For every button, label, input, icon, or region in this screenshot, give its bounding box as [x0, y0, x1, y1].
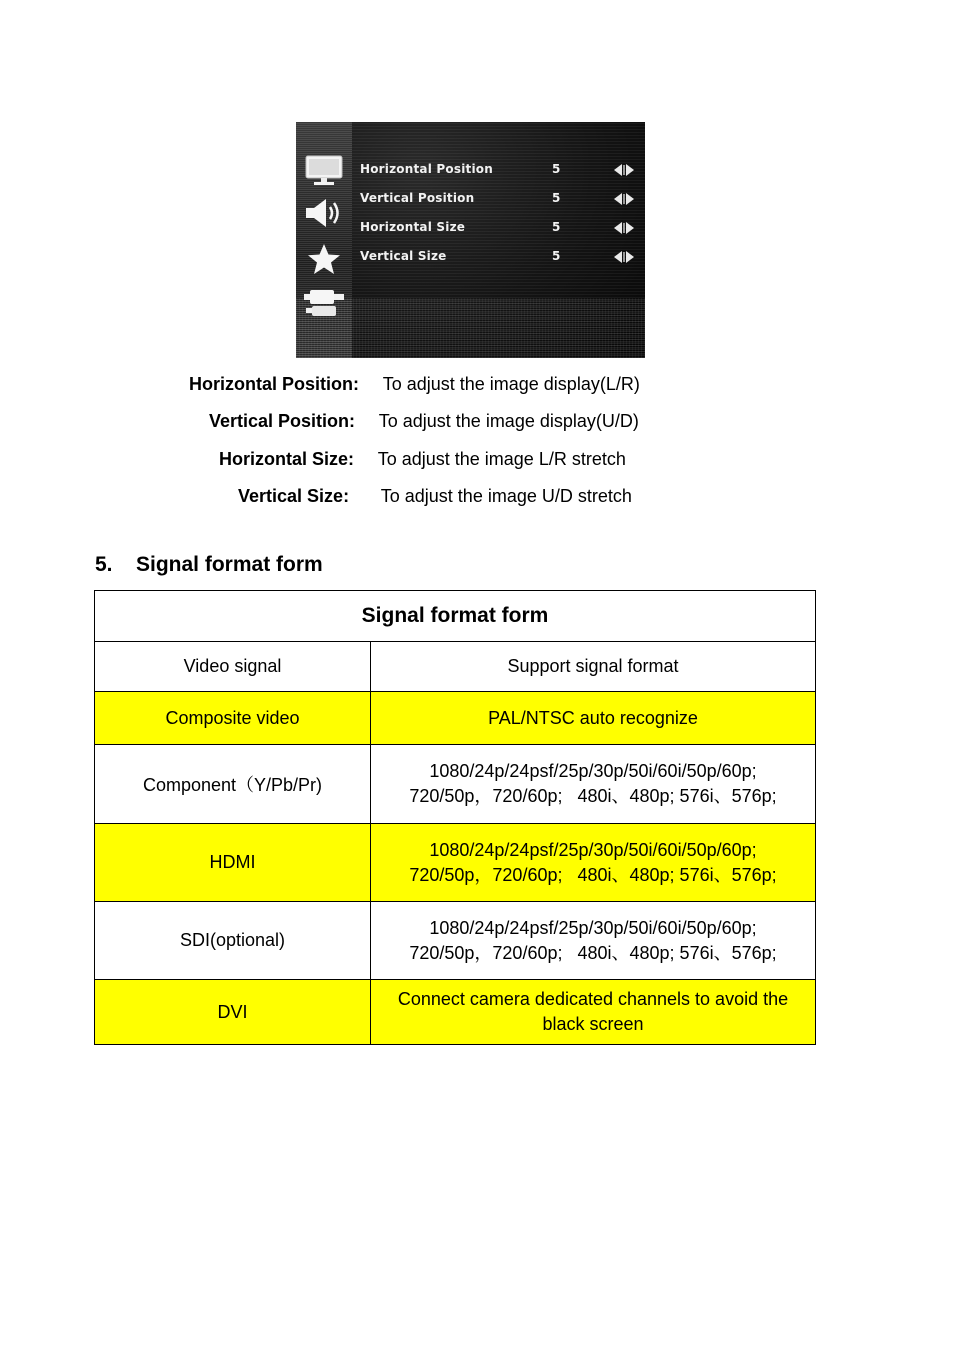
- format-line: black screen: [542, 1014, 644, 1034]
- format-line: 720/50p，720/60p; 480i、480p; 576i、576p;: [409, 864, 777, 885]
- section-heading: [95, 553, 323, 577]
- cell-format: [371, 745, 816, 824]
- left-right-arrows-icon[interactable]: [614, 192, 634, 206]
- osd-row-label: Vertical Position: [360, 191, 475, 205]
- cell-signal: Composite video: [95, 692, 371, 745]
- format-line: 1080/24p/24psf/25p/30p/50i/60i/50p/60p;: [429, 917, 757, 938]
- osd-row-value: 5: [552, 220, 561, 234]
- table-title-row: [95, 591, 816, 642]
- osd-row-value: 5: [552, 162, 561, 176]
- format-line: PAL/NTSC auto recognize: [488, 707, 698, 728]
- osd-row-vertical-position[interactable]: [360, 191, 640, 209]
- description-horizontal-size: [219, 449, 626, 470]
- osd-row-vertical-size[interactable]: [360, 249, 640, 267]
- osd-row-value: 5: [552, 249, 561, 263]
- table-header-row: [95, 642, 816, 692]
- format-line: 1080/24p/24psf/25p/30p/50i/60i/50p/60p;: [429, 761, 757, 781]
- description-term: Vertical Size:: [238, 486, 350, 506]
- osd-row-label: Horizontal Size: [360, 220, 466, 234]
- description-term: Horizontal Size:: [219, 449, 355, 469]
- osd-row-horizontal-size[interactable]: [360, 220, 640, 238]
- left-right-arrows-icon[interactable]: [614, 250, 634, 264]
- description-term: Horizontal Position:: [189, 374, 359, 394]
- cell-signal: HDMI: [95, 824, 371, 902]
- osd-row-label: Horizontal Position: [360, 162, 493, 176]
- section-title: Signal format form: [136, 553, 323, 576]
- description-text: To adjust the image display(U/D): [378, 411, 639, 431]
- cell-format: [371, 902, 816, 980]
- description-text: To adjust the image U/D stretch: [380, 486, 632, 506]
- description-term: Vertical Position:: [209, 411, 356, 431]
- osd-row-label: Vertical Size: [360, 249, 447, 263]
- table-title: Signal format form: [95, 591, 816, 642]
- table-row: [95, 745, 816, 824]
- header-support-signal-format: Support signal format: [371, 642, 816, 692]
- input-connector-icon: [302, 286, 346, 320]
- speaker-icon: [302, 196, 346, 230]
- star-icon: [302, 242, 346, 276]
- cell-signal: SDI(optional): [95, 902, 371, 980]
- description-text: To adjust the image display(L/R): [382, 374, 640, 394]
- description-vertical-position: [209, 411, 639, 432]
- header-video-signal: Video signal: [95, 642, 371, 692]
- osd-row-horizontal-position[interactable]: [360, 162, 640, 180]
- cell-format: [371, 980, 816, 1045]
- format-line: 720/50p，720/60p; 480i、480p; 576i、576p;: [409, 942, 777, 963]
- format-line: 1080/24p/24psf/25p/30p/50i/60i/50p/60p;: [429, 839, 757, 860]
- table-row: [95, 980, 816, 1045]
- section-number: 5.: [95, 553, 113, 576]
- monitor-icon: [302, 154, 346, 188]
- format-line: 720/50p，720/60p; 480i、480p; 576i、576p;: [409, 786, 777, 806]
- left-right-arrows-icon[interactable]: [614, 163, 634, 177]
- cell-format: [371, 692, 816, 745]
- table-row: [95, 824, 816, 902]
- cell-signal: Component（Y/Pb/Pr): [95, 745, 371, 824]
- signal-format-table: [94, 590, 816, 1045]
- osd-screenshot: [296, 122, 645, 358]
- cell-signal: DVI: [95, 980, 371, 1045]
- left-right-arrows-icon[interactable]: [614, 221, 634, 235]
- description-text: To adjust the image L/R stretch: [377, 449, 626, 469]
- table-row: [95, 692, 816, 745]
- table-row: [95, 902, 816, 980]
- description-horizontal-position: [189, 374, 640, 395]
- description-vertical-size: [238, 486, 632, 507]
- format-line: Connect camera dedicated channels to avoid the: [397, 989, 789, 1009]
- osd-row-value: 5: [552, 191, 561, 205]
- cell-format: [371, 824, 816, 902]
- osd-noise-area: [296, 298, 645, 358]
